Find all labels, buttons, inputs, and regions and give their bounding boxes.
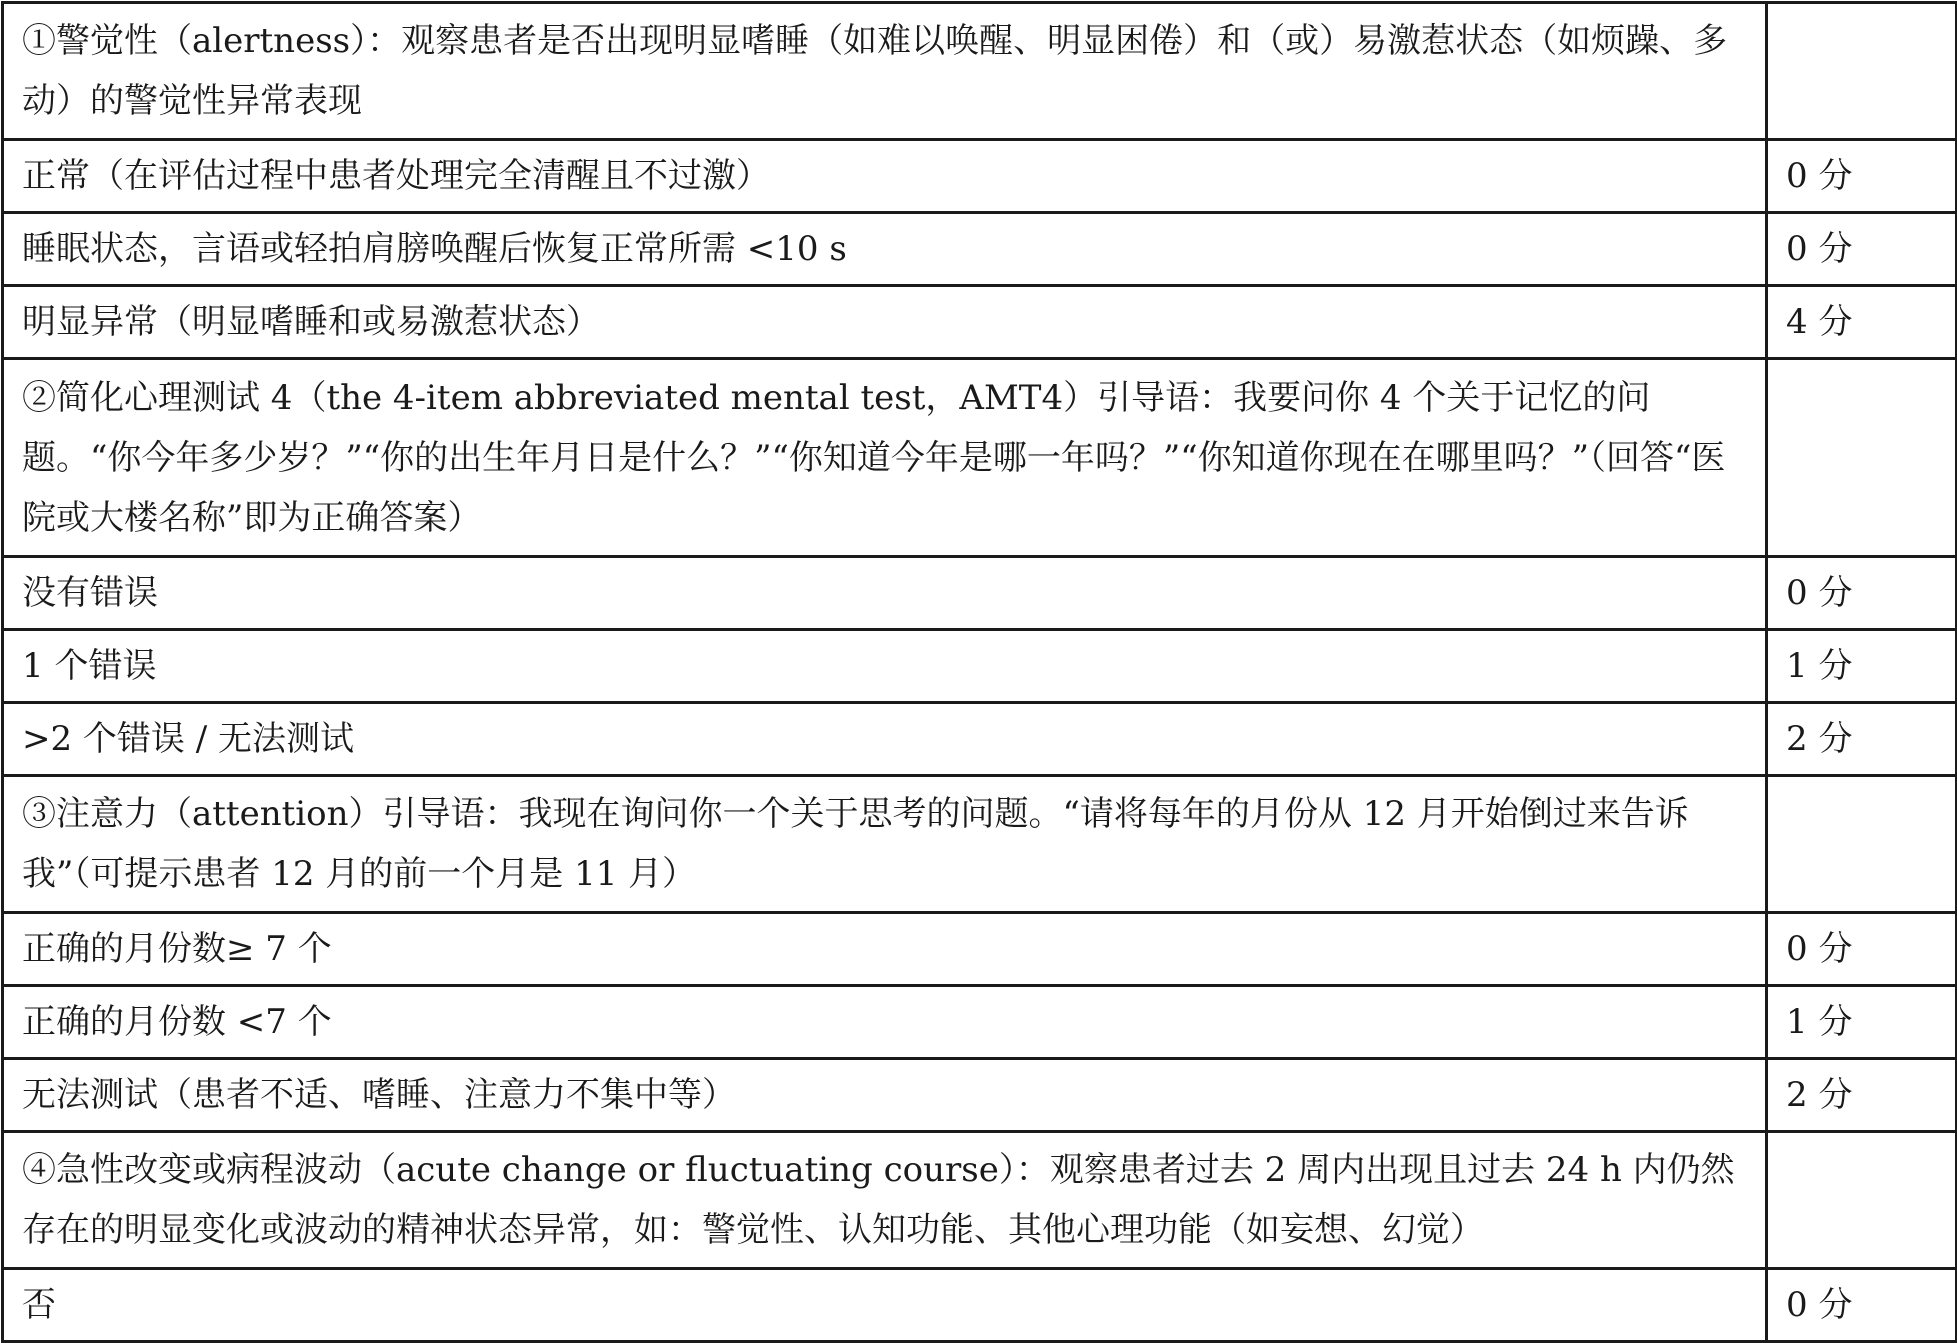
- criterion-cell: 正常（在评估过程中患者处理完全清醒且不过激）: [3, 140, 1767, 213]
- table-row: [3, 1059, 1957, 1132]
- table-row: [3, 1269, 1957, 1342]
- score-cell: 4 分: [1767, 286, 1957, 359]
- section-header-attention: ③注意力（attention）引导语：我现在询问你一个关于思考的问题。“请将每年的月份从 12 月开始倒过来告诉我”（可提示患者 12 月的前一个月是 11 月）: [3, 776, 1767, 913]
- assessment-score-table: [1, 1, 1957, 1343]
- table-row: [3, 986, 1957, 1059]
- table-row-section-attention: [3, 776, 1957, 913]
- table-row-section-acute-change: [3, 1132, 1957, 1269]
- criterion-cell: 1 个错误: [3, 630, 1767, 703]
- criterion-cell: 正确的月份数≥ 7 个: [3, 913, 1767, 986]
- score-cell: [1767, 1132, 1957, 1269]
- section-header-acute-change: ④急性改变或病程波动（acute change or fluctuating course）：观察患者过去 2 周内出现且过去 24 h 内仍然存在的明显变化或波动的精神状态异常，如：警觉性、认知功能、其他心理功能（如妄想、幻觉）: [3, 1132, 1767, 1269]
- criterion-cell: 明显异常（明显嗜睡和或易激惹状态）: [3, 286, 1767, 359]
- table-row-section-amt4: [3, 359, 1957, 557]
- score-cell: 2 分: [1767, 703, 1957, 776]
- score-cell: 0 分: [1767, 913, 1957, 986]
- table-row: [3, 140, 1957, 213]
- table-row-section-alertness: [3, 3, 1957, 140]
- table-row: [3, 703, 1957, 776]
- table-row: [3, 286, 1957, 359]
- score-cell: 0 分: [1767, 1269, 1957, 1342]
- score-cell: 2 分: [1767, 1059, 1957, 1132]
- criterion-cell: 否: [3, 1269, 1767, 1342]
- criterion-cell: 无法测试（患者不适、嗜睡、注意力不集中等）: [3, 1059, 1767, 1132]
- criterion-cell: 睡眠状态，言语或轻拍肩膀唤醒后恢复正常所需 <10 s: [3, 213, 1767, 286]
- score-cell: 0 分: [1767, 213, 1957, 286]
- section-header-amt4: ②简化心理测试 4（the 4-item abbreviated mental test，AMT4）引导语：我要问你 4 个关于记忆的问题。“你今年多少岁？”“你的出生年月日是什么？”“你知道今年是哪一年吗？”“你知道你现在在哪里吗？”（回答“医院或大楼名称”即为正确答案）: [3, 359, 1767, 557]
- score-cell: [1767, 776, 1957, 913]
- criterion-cell: 没有错误: [3, 557, 1767, 630]
- score-cell: 1 分: [1767, 630, 1957, 703]
- criterion-cell: >2 个错误 / 无法测试: [3, 703, 1767, 776]
- score-cell: 0 分: [1767, 140, 1957, 213]
- section-header-alertness: ①警觉性（alertness）：观察患者是否出现明显嗜睡（如难以唤醒、明显困倦）和（或）易激惹状态（如烦躁、多动）的警觉性异常表现: [3, 3, 1767, 140]
- score-cell: [1767, 359, 1957, 557]
- table-row: [3, 557, 1957, 630]
- score-cell: [1767, 3, 1957, 140]
- table-row: [3, 213, 1957, 286]
- score-cell: 1 分: [1767, 986, 1957, 1059]
- score-cell: 0 分: [1767, 557, 1957, 630]
- table-row: [3, 630, 1957, 703]
- table-row: [3, 913, 1957, 986]
- criterion-cell: 正确的月份数 <7 个: [3, 986, 1767, 1059]
